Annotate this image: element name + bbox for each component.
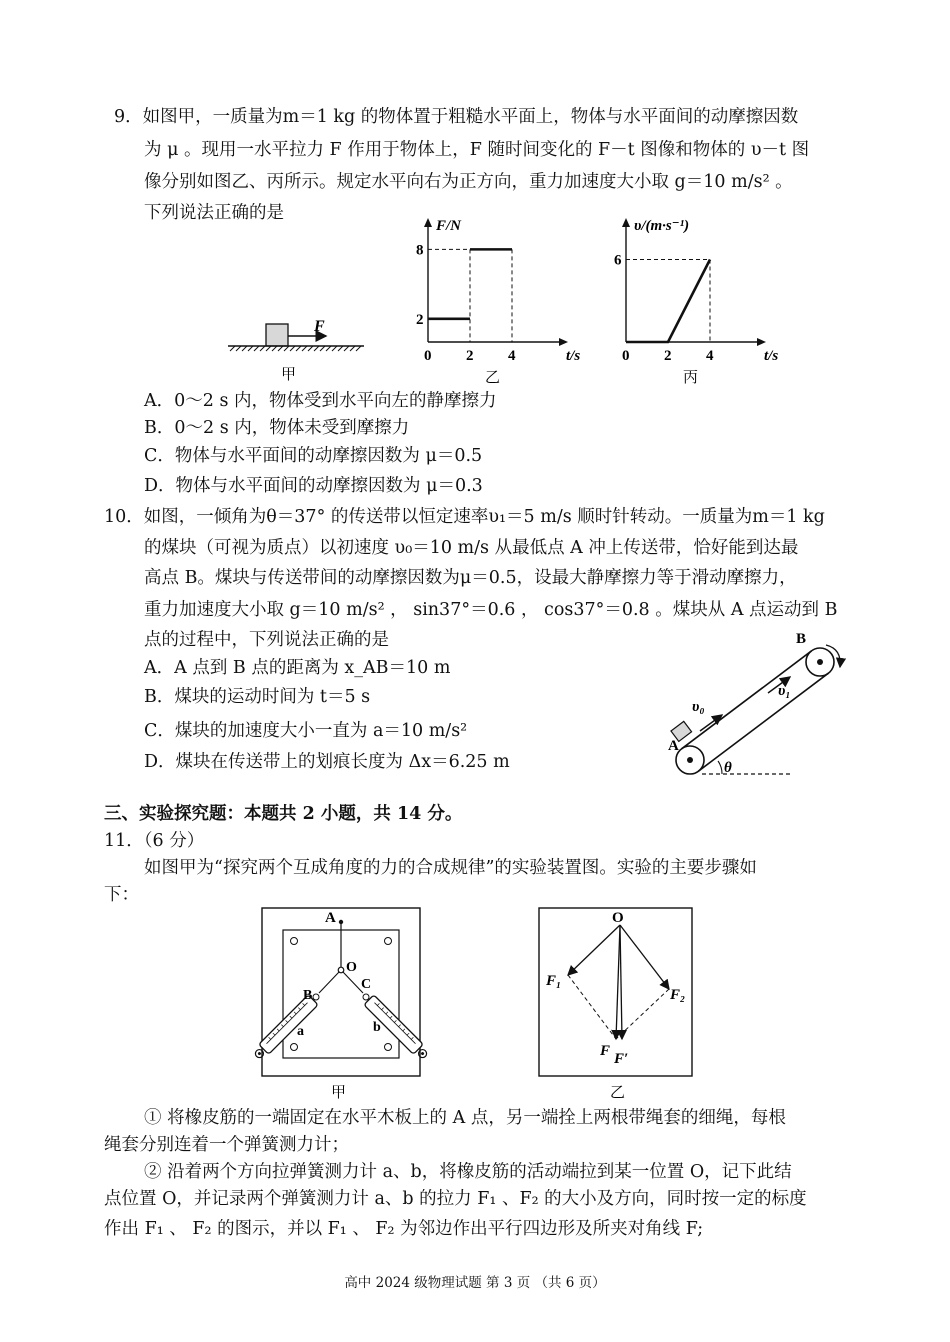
- q10-option-a: A．A 点到 B 点的距离为 x_AB＝10 m: [144, 658, 451, 678]
- q9-line-1: 9．如图甲，一质量为m＝1 kg 的物体置于粗糙水平面上，物体与水平面间的动摩擦因数: [114, 107, 799, 127]
- q11-figure-yi: [532, 905, 702, 1105]
- q9-line-4: 下列说法正确的是: [144, 203, 284, 223]
- step-2-line-1: ② 沿着两个方向拉弹簧测力计 a、b，将橡皮筋的活动端拉到某一位置 O，记下此结: [144, 1162, 792, 1182]
- section-3-heading: 三、实验探究题：本题共 2 小题，共 14 分。: [104, 804, 463, 824]
- block: [266, 324, 288, 346]
- q10-line-1: 10．如图，一倾角为θ＝37° 的传送带以恒定速率υ₁＝5 m/s 顺时针转动。一质量为m＝1 kg: [104, 507, 825, 527]
- q11-heading: 11．（6 分）: [104, 831, 205, 851]
- y-tick-label: 2: [416, 311, 424, 328]
- q11-intro-1: 如图甲为“探究两个互成角度的力的合成规律”的实验装置图。实验的主要步骤如: [144, 858, 757, 878]
- x-tick-label: 4: [508, 348, 516, 364]
- step-2-line-2: 点位置 O，并记录两个弹簧测力计 a、b 的拉力 F₁ 、F₂ 的大小及方向，同时按一定的标度: [104, 1189, 807, 1209]
- x-tick-label: 2: [664, 348, 672, 364]
- label-b-balance: b: [373, 1020, 381, 1035]
- q11-intro-2: 下：: [104, 885, 139, 905]
- step-1-line-1: ① 将橡皮筋的一端固定在水平木板上的 A 点，另一端拴上两根带绳套的细绳，每根: [144, 1108, 786, 1128]
- knot-o: [338, 967, 344, 973]
- v0-label: υ₀: [692, 699, 705, 715]
- q10-conveyor-figure: [650, 625, 855, 785]
- step-2-line-3: 作出 F₁ 、 F₂ 的图示，并以 F₁ 、 F₂ 为邻边作出平行四边形及所夹对角线 F;: [104, 1219, 704, 1239]
- q9-option-d: D．物体与水平面间的动摩擦因数为 μ＝0.3: [144, 476, 483, 496]
- q10-line-5: 点的过程中，下列说法正确的是: [144, 630, 389, 650]
- label-o-yi: O: [612, 910, 624, 926]
- x-axis-label: t/s: [566, 348, 581, 364]
- y-axis-label: υ/(m·s⁻¹): [634, 218, 690, 234]
- velocity-series: [626, 260, 710, 343]
- y-tick-label: 6: [614, 252, 622, 269]
- label-b-point: B: [303, 988, 313, 1003]
- angle-arc: [718, 761, 722, 774]
- label-f2: F₂: [670, 987, 686, 1003]
- label-f: F: [600, 1043, 611, 1059]
- chart-caption: 丙: [683, 370, 699, 386]
- q10-option-c: C．煤块的加速度大小一直为 a＝10 m/s²: [144, 721, 468, 741]
- label-f1: F₁: [546, 973, 562, 989]
- q10-line-4: 重力加速度大小取 g＝10 m/s² ， sin37°＝0.6 ， cos37°＝0.8 。煤块从 A 点运动到 B: [144, 600, 838, 620]
- q9-option-c: C．物体与水平面间的动摩擦因数为 μ＝0.5: [144, 446, 483, 466]
- step-1-line-2: 绳套分别连着一个弹簧测力计；: [104, 1135, 349, 1155]
- caption-jia: 甲: [281, 367, 297, 383]
- q11-figure-jia: [255, 905, 430, 1105]
- label-f-prime: F′: [614, 1051, 629, 1067]
- label-a: A: [668, 738, 679, 754]
- q9-line-2: 为 μ 。现用一水平拉力 F 作用于物体上，F 随时间变化的 F－t 图像和物体的 υ－t 图: [144, 140, 810, 160]
- v0-arrow: [700, 715, 722, 731]
- page-footer: 高中 2024 级物理试题 第 3 页 （共 6 页）: [344, 1275, 606, 1291]
- x-tick-label: 4: [706, 348, 714, 364]
- x-tick-label: 0: [622, 348, 630, 364]
- force-label: F: [314, 318, 325, 335]
- caption-yi-2: 乙: [610, 1085, 626, 1101]
- q10-option-b: B．煤块的运动时间为 t＝5 s: [144, 687, 371, 707]
- q10-line-2: 的煤块（可视为质点）以初速度 υ₀＝10 m/s 从最低点 A 冲上传送带，恰好能到达最: [144, 538, 799, 558]
- q9-option-a: A．0～2 s 内，物体受到水平向左的静摩擦力: [144, 391, 497, 411]
- label-c-point: C: [361, 977, 372, 992]
- x-tick-label: 2: [466, 348, 474, 364]
- v1-label: υ₁: [778, 683, 791, 699]
- chart-caption: 乙: [485, 370, 501, 386]
- q9-line-3: 像分别如图乙、丙所示。规定水平向右为正方向，重力加速度大小取 g＝10 m/s² 。: [144, 172, 793, 192]
- q10-option-d: D．煤块在传送带上的划痕长度为 Δx＝6.25 m: [144, 752, 510, 772]
- y-tick-label: 8: [416, 242, 424, 259]
- x-tick-label: 0: [424, 348, 432, 364]
- caption-jia-2: 甲: [331, 1085, 347, 1101]
- q9-chart-yi: [402, 218, 581, 388]
- label-a-point: A: [325, 910, 336, 926]
- label-o: O: [346, 960, 357, 975]
- y-axis-label: F/N: [436, 218, 462, 234]
- q10-line-3: 高点 B。煤块与传送带间的动摩擦因数为μ＝0.5，设最大静摩擦力等于滑动摩擦力，: [144, 568, 797, 588]
- label-a-balance: a: [297, 1024, 304, 1039]
- q9-figure-jia: [226, 315, 371, 385]
- theta-label: θ: [724, 760, 732, 776]
- x-axis-label: t/s: [764, 348, 779, 364]
- q9-chart-bing: [596, 218, 779, 388]
- label-b: B: [796, 631, 807, 647]
- q9-option-b: B．0～2 s 内，物体未受到摩擦力: [144, 418, 410, 438]
